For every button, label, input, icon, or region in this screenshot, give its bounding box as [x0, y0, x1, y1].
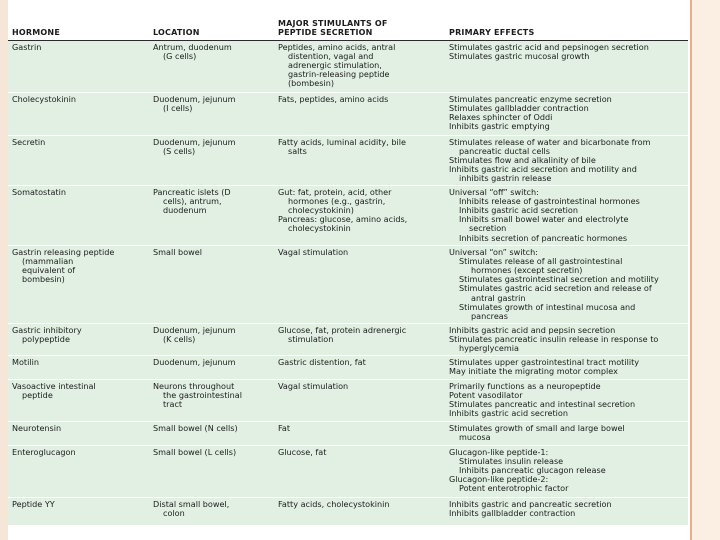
cell-stimulants: Gastric distention, fat [274, 355, 445, 379]
cell-location: Antrum, duodenum (G cells) [149, 40, 274, 92]
cell-stimulants: Fatty acids, cholecystokinin [274, 497, 445, 525]
cell-hormone: Peptide YY [8, 497, 149, 525]
cell-hormone: Vasoactive intestinal peptide [8, 379, 149, 421]
header-stimulants: MAJOR STIMULANTS OF PEPTIDE SECRETION [274, 10, 445, 40]
header-effects: PRIMARY EFFECTS [445, 10, 688, 40]
cell-location: Duodenum, jejunum (I cells) [149, 92, 274, 135]
cell-effects: Stimulates upper gastrointestinal tract motility May initiate the migrating motor complex [445, 355, 688, 379]
cell-hormone: Gastrin releasing peptide (mammalian equivalent of bombesin) [8, 245, 149, 323]
cell-location: Duodenum, jejunum [149, 355, 274, 379]
cell-stimulants: Vagal stimulation [274, 379, 445, 421]
header-location: LOCATION [149, 10, 274, 40]
cell-hormone: Neurotensin [8, 421, 149, 445]
cell-stimulants: Glucose, fat [274, 445, 445, 497]
table-row [8, 421, 688, 445]
hormone-table-container [8, 10, 688, 525]
cell-effects: Universal “off” switch: Inhibits release of gastrointestinal hormones Inhibits gastric acid secretion Inhibits small bowel water and electrolyte secretion Inhibits secretion of pancreatic hormones [445, 185, 688, 245]
cell-effects: Glucagon-like peptide-1: Stimulates insulin release Inhibits pancreatic glucagon release Glucagon-like peptide-2: Potent enterotrophic factor [445, 445, 688, 497]
table-row [8, 135, 688, 185]
cell-location: Small bowel [149, 245, 274, 323]
cell-location: Duodenum, jejunum (S cells) [149, 135, 274, 185]
cell-effects: Stimulates growth of small and large bowel mucosa [445, 421, 688, 445]
cell-stimulants: Fatty acids, luminal acidity, bile salts [274, 135, 445, 185]
cell-hormone: Motilin [8, 355, 149, 379]
right-decorative-band [692, 0, 720, 540]
cell-location: Small bowel (N cells) [149, 421, 274, 445]
table-row [8, 92, 688, 135]
cell-stimulants: Fat [274, 421, 445, 445]
cell-effects: Inhibits gastric and pancreatic secretion Inhibits gallbladder contraction [445, 497, 688, 525]
cell-stimulants: Vagal stimulation [274, 245, 445, 323]
cell-stimulants: Glucose, fat, protein adrenergic stimulation [274, 323, 445, 355]
cell-effects: Stimulates gastric acid and pepsinogen secretion Stimulates gastric mucosal growth [445, 40, 688, 92]
cell-hormone: Enteroglucagon [8, 445, 149, 497]
table-row [8, 379, 688, 421]
cell-stimulants: Fats, peptides, amino acids [274, 92, 445, 135]
header-hormone: HORMONE [8, 10, 149, 40]
table-row [8, 40, 688, 92]
gi-hormone-table [8, 10, 688, 525]
cell-location: Duodenum, jejunum (K cells) [149, 323, 274, 355]
cell-hormone: Gastric inhibitory polypeptide [8, 323, 149, 355]
table-row [8, 323, 688, 355]
header-row [8, 10, 688, 40]
cell-location: Distal small bowel, colon [149, 497, 274, 525]
cell-location: Pancreatic islets (D cells), antrum, duodenum [149, 185, 274, 245]
table-row [8, 497, 688, 525]
cell-effects: Stimulates pancreatic enzyme secretion Stimulates gallbladder contraction Relaxes sphincter of Oddi Inhibits gastric emptying [445, 92, 688, 135]
table-row [8, 355, 688, 379]
cell-stimulants: Gut: fat, protein, acid, other hormones (e.g., gastrin, cholecystokinin) Pancreas: glucose, amino acids, cholecystokinin [274, 185, 445, 245]
cell-location: Small bowel (L cells) [149, 445, 274, 497]
left-decorative-band [0, 0, 8, 540]
table-row [8, 445, 688, 497]
cell-location: Neurons throughout the gastrointestinal tract [149, 379, 274, 421]
cell-hormone: Secretin [8, 135, 149, 185]
cell-effects: Inhibits gastric acid and pepsin secretion Stimulates pancreatic insulin release in response to hyperglycemia [445, 323, 688, 355]
cell-effects: Universal “on” switch: Stimulates release of all gastrointestinal hormones (except secretin) Stimulates gastrointestinal secretion and motility Stimulates gastric acid secretion and release of antral gastrin Stimulates growth of intestinal mucosa and pancreas [445, 245, 688, 323]
cell-hormone: Gastrin [8, 40, 149, 92]
table-row [8, 245, 688, 323]
cell-hormone: Cholecystokinin [8, 92, 149, 135]
cell-stimulants: Peptides, amino acids, antral distention, vagal and adrenergic stimulation, gastrin-releasing peptide (bombesin) [274, 40, 445, 92]
cell-effects: Primarily functions as a neuropeptide Potent vasodilator Stimulates pancreatic and intestinal secretion Inhibits gastric acid secretion [445, 379, 688, 421]
cell-hormone: Somatostatin [8, 185, 149, 245]
cell-effects: Stimulates release of water and bicarbonate from pancreatic ductal cells Stimulates flow and alkalinity of bile Inhibits gastric acid secretion and motility and inhibits gastrin release [445, 135, 688, 185]
table-row [8, 185, 688, 245]
